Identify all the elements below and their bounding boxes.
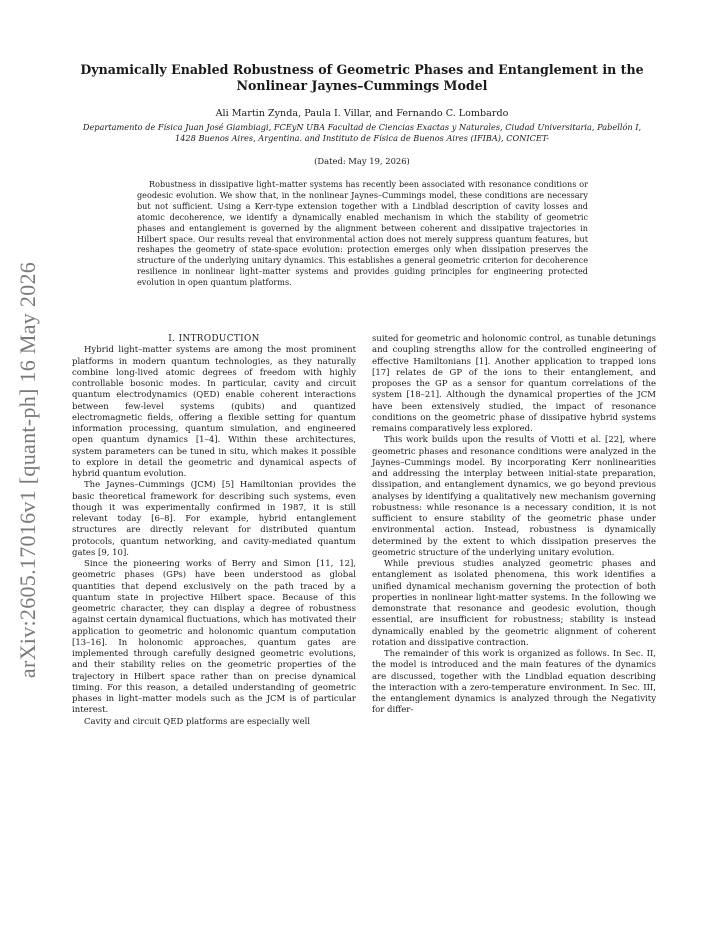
arxiv-sidebar	[8, 240, 48, 700]
paragraph: This work builds upon the results of Viotti et al. [22], where geometric phases and resonance conditions were analyzed in the Jaynes–Cummings model. By incorporating Kerr nonlinearities and addressing the interplay between initial-state preparation, dissipation, and entanglement dynamics, we go beyond previous analyses by identifying a qualitatively new mechanism governing robustness: while resonance is a necessary condition, it is not sufficient to ensure stability of the geometric phase under environmental action. Instead, robustness is dynamically determined by the extent to which dissipation preserves the geometric structure of the underlying unitary evolution.	[372, 435, 656, 558]
paper-title: Dynamically Enabled Robustness of Geometric Phases and Entanglement in the Nonlinear Jaynes–Cummings Model	[80, 62, 644, 93]
paragraph: The Jaynes–Cummings (JCM) [5] Hamiltonian provides the basic theoretical framework for describing such systems, even though it was experimentally confirmed in 1987, it is still relevant today [6–8]. For example, hybrid entanglement structures are directly relevant for distributed quantum protocols, quantum networking, and cavity-mediated quantum gates [9, 10].	[72, 480, 356, 558]
section-heading: I. INTRODUCTION	[168, 334, 260, 344]
paragraph: While previous studies analyzed geometric phases and entanglement as isolated phenomena, this work identifies a unified dynamical mechanism governing the protection of both properties in nonlinear light-matter systems. In the following we demonstrate that resonance and geodesic evolution, though essential, are insufficient for robustness; stability is instead dynamically enabled by the geometric alignment of coherent rotation and dissipative contraction.	[372, 559, 656, 648]
left-column	[72, 334, 356, 728]
paragraph: Cavity and circuit QED platforms are especially well	[84, 716, 311, 727]
paper-affiliation: Departamento de Física Juan José Giambiagi, FCEyN UBA Facultad de Ciencias Exactas y Naturales, Ciudad Universitaria, Pabellón I, 1428 Buenos Aires, Argentina. and Instituto de Física de Buenos Aires (IFIBA), CONICET-	[82, 122, 642, 143]
arxiv-identifier: arXiv:2605.17016v1 [quant-ph] 16 May 2026	[15, 261, 40, 679]
paragraph: Since the pioneering works of Berry and Simon [11, 12], geometric phases (GPs) have been understood as global quantities that depend exclusively on the path traced by a quantum state in projective Hilbert space. Because of this geometric character, they can display a degree of robustness against certain dynamical fluctuations, which has motivated their application to geometric and holonomic quantum computation [13–16]. In holonomic approaches, quantum gates are implemented through carefully designed geometric evolutions, and their stability relies on the geometric properties of the trajectory in Hilbert space rather than on precise dynamical timing. For this reason, a detailed understanding of geometric phases in light–matter models such as the JCM is of particular interest.	[72, 559, 356, 716]
paper-authors: Ali Martin Zynda, Paula I. Villar, and Fernando C. Lombardo	[215, 108, 509, 119]
paper-date: (Dated: May 19, 2026)	[314, 156, 410, 166]
abstract: Robustness in dissipative light–matter systems has recently been associated with resonance conditions or geodesic evolution. We show that, in the nonlinear Jaynes–Cummings model, these conditions are necessary but not sufficient. Using a Kerr-type extension together with a Lindblad description of cavity losses and atomic decoherence, we identify a dynamically enabled mechanism in which the stability of geometric phases and entanglement is governed by the alignment between coherent and dissipative trajectories in Hilbert space. Our results reveal that environmental action does not merely suppress quantum features, but reshapes the geometry of state-space evolution: protection emerges only when dissipation preserves the structure of the underlying unitary dynamics. This establishes a general geometric criterion for decoherence resilience in nonlinear light–matter systems and provides guiding principles for engineering protected evolution in open quantum platforms.	[137, 179, 588, 288]
right-column	[372, 334, 656, 717]
paragraph: The remainder of this work is organized as follows. In Sec. II, the model is introduced and the main features of the dynamics are discussed, together with the Lindblad equation describing the interaction with a zero-temperature environment. In Sec. III, the entanglement dynamics is analyzed through the Negativity for differ-	[372, 649, 656, 716]
paragraph: Hybrid light–matter systems are among the most prominent platforms in modern quantum technologies, as they naturally combine long-lived atomic degrees of freedom with highly controllable bosonic modes. In particular, cavity and circuit quantum electrodynamics (QED) enable coherent interactions between few-level systems (qubits) and quantized electromagnetic fields, offering a flexible setting for quantum information processing, quantum simulation, and engineered open quantum dynamics [1–4]. Within these architectures, system parameters can be tuned in situ, which makes it possible to explore in detail the geometric and dynamical aspects of hybrid quantum evolution.	[72, 345, 356, 479]
paragraph: suited for geometric and holonomic control, as tunable detunings and coupling strengths allow for the controlled engineering of effective Hamiltonians [1]. Another application to trapped ions [17] relates de GP of the ions to their entanglement, and proposes the GP as a sensor for quantum correlations of the system [18–21]. Although the dynamical properties of the JCM have been extensively studied, the impact of resonance conditions on the geometric phase of dissipative hybrid systems remains comparatively less explored.	[372, 334, 656, 434]
